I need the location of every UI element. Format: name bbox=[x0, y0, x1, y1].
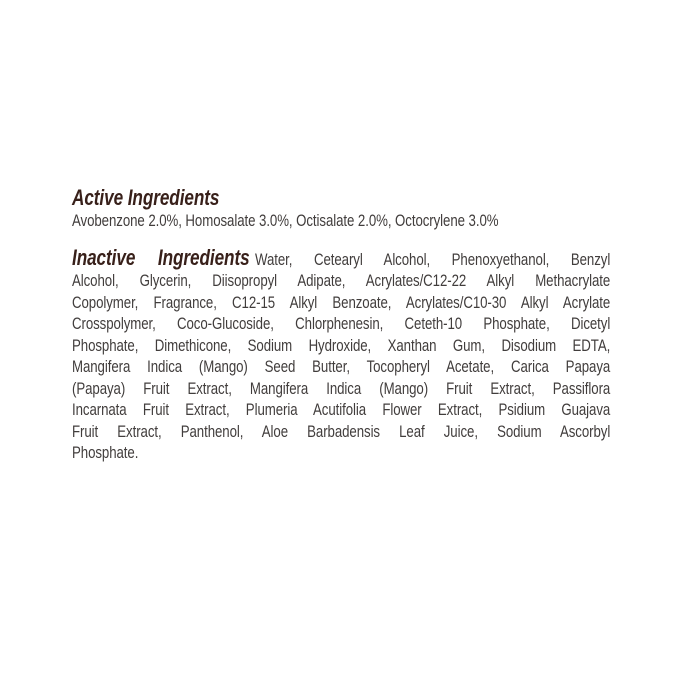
ingredient-line: Fruit Extract, Panthenol, Aloe Barbadensis Leaf Juice, Sodium Ascorbyl bbox=[72, 421, 611, 441]
active-ingredients-section bbox=[72, 186, 610, 232]
ingredient-line: Phosphate. bbox=[72, 443, 139, 462]
inactive-ingredients-heading: Inactive Ingredients bbox=[72, 244, 250, 270]
ingredient-line: Alcohol, Glycerin, Diisopropyl Adipate, Acrylates/C12-22 Alkyl Methacrylate bbox=[72, 271, 611, 290]
ingredient-line: (Papaya) Fruit Extract, Mangifera Indica (Mango) Fruit Extract, Passiflora bbox=[72, 378, 611, 398]
ingredient-line: Mangifera Indica (Mango) Seed Butter, Tocopheryl Acetate, Carica Papaya bbox=[72, 357, 611, 376]
inactive-ingredients-section bbox=[72, 244, 611, 464]
active-ingredients-list: Avobenzone 2.0%, Homosalate 3.0%, Octisalate 2.0%, Octocrylene 3.0% bbox=[72, 211, 499, 230]
ingredient-line-text: Water, Cetearyl Alcohol, Phenoxyethanol, Benzyl bbox=[255, 249, 611, 269]
ingredient-line bbox=[72, 244, 611, 271]
ingredients-label bbox=[72, 186, 610, 464]
ingredient-line: Crosspolymer, Coco-Glucoside, Chlorphenesin, Ceteth-10 Phosphate, Dicetyl bbox=[72, 314, 611, 333]
ingredient-line: Phosphate, Dimethicone, Sodium Hydroxide, Xanthan Gum, Disodium EDTA, bbox=[72, 335, 611, 355]
active-ingredients-heading: Active Ingredients bbox=[72, 185, 220, 210]
ingredient-line: Incarnata Fruit Extract, Plumeria Acutifolia Flower Extract, Psidium Guajava bbox=[72, 400, 611, 419]
ingredient-line: Copolymer, Fragrance, C12-15 Alkyl Benzoate, Acrylates/C10-30 Alkyl Acrylate bbox=[72, 292, 611, 312]
